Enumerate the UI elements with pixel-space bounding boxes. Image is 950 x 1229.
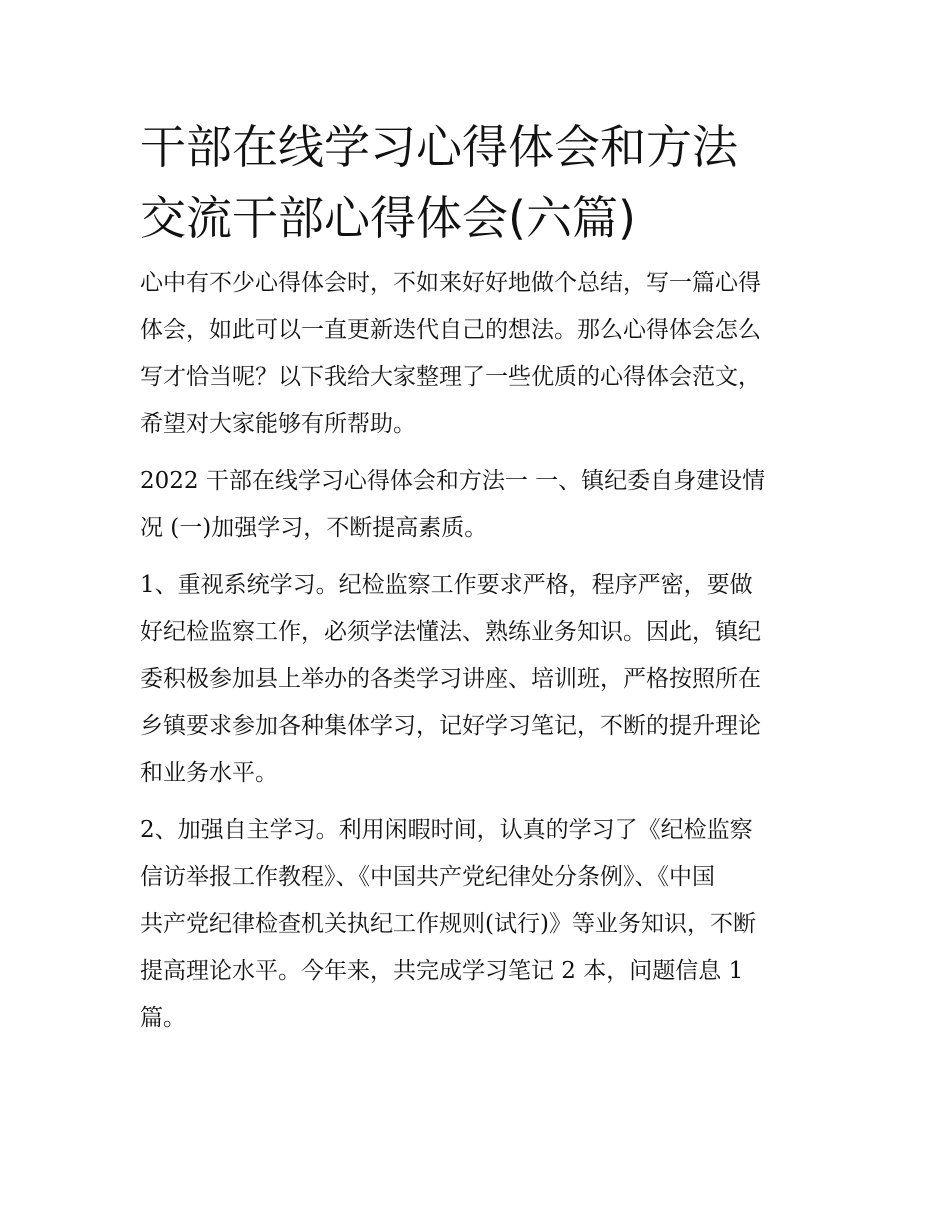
paragraph-line: 和业务水平。	[140, 760, 278, 786]
paragraph-line: 2、加强自主学习。利用闲暇时间，认真的学习了《纪检监察	[140, 817, 753, 843]
paragraph-line: 委积极参加县上举办的各类学习讲座、培训班，严格按照所在	[140, 666, 761, 692]
document-title	[140, 112, 820, 254]
paragraph-line: 体会，如此可以一直更新迭代自己的想法。那么心得体会怎么	[140, 317, 761, 343]
paragraph-line: 况 (一)加强学习，不断提高素质。	[140, 515, 488, 541]
paragraph-line: 写才恰当呢？以下我给大家整理了一些优质的心得体会范文，	[140, 364, 761, 390]
paragraph-line: 篇。	[140, 1005, 186, 1031]
document-body	[140, 112, 820, 1052]
title-line: 交流干部心得体会(六篇)	[140, 191, 636, 245]
paragraph-line: 好纪检监察工作，必须学法懂法、熟练业务知识。因此，镇纪	[140, 619, 761, 645]
paragraph-line: 乡镇要求参加各种集体学习，记好学习笔记，不断的提升理论	[140, 713, 761, 739]
paragraph-line: 提高理论水平。今年来，共完成学习笔记 2 本，问题信息 1	[140, 958, 744, 984]
paragraph-line: 信访举报工作教程》、《中国共产党纪律处分条例》、《中国	[140, 864, 715, 890]
paragraph-line: 2022 干部在线学习心得体会和方法一 一、镇纪委自身建设情	[140, 468, 766, 494]
paragraph-line: 心中有不少心得体会时，不如来好好地做个总结，写一篇心得	[140, 270, 761, 296]
intro-paragraph	[140, 260, 820, 448]
section-heading-paragraph	[140, 458, 820, 552]
paragraph-line: 共产党纪律检查机关执纪工作规则(试行)》等业务知识，不断	[140, 911, 756, 937]
item-1-paragraph	[140, 562, 820, 797]
paragraph-line: 希望对大家能够有所帮助。	[140, 411, 416, 437]
title-line: 干部在线学习心得体会和方法	[140, 120, 738, 174]
item-2-paragraph	[140, 807, 820, 1042]
paragraph-line: 1、重视系统学习。纪检监察工作要求严格，程序严密，要做	[140, 572, 753, 598]
